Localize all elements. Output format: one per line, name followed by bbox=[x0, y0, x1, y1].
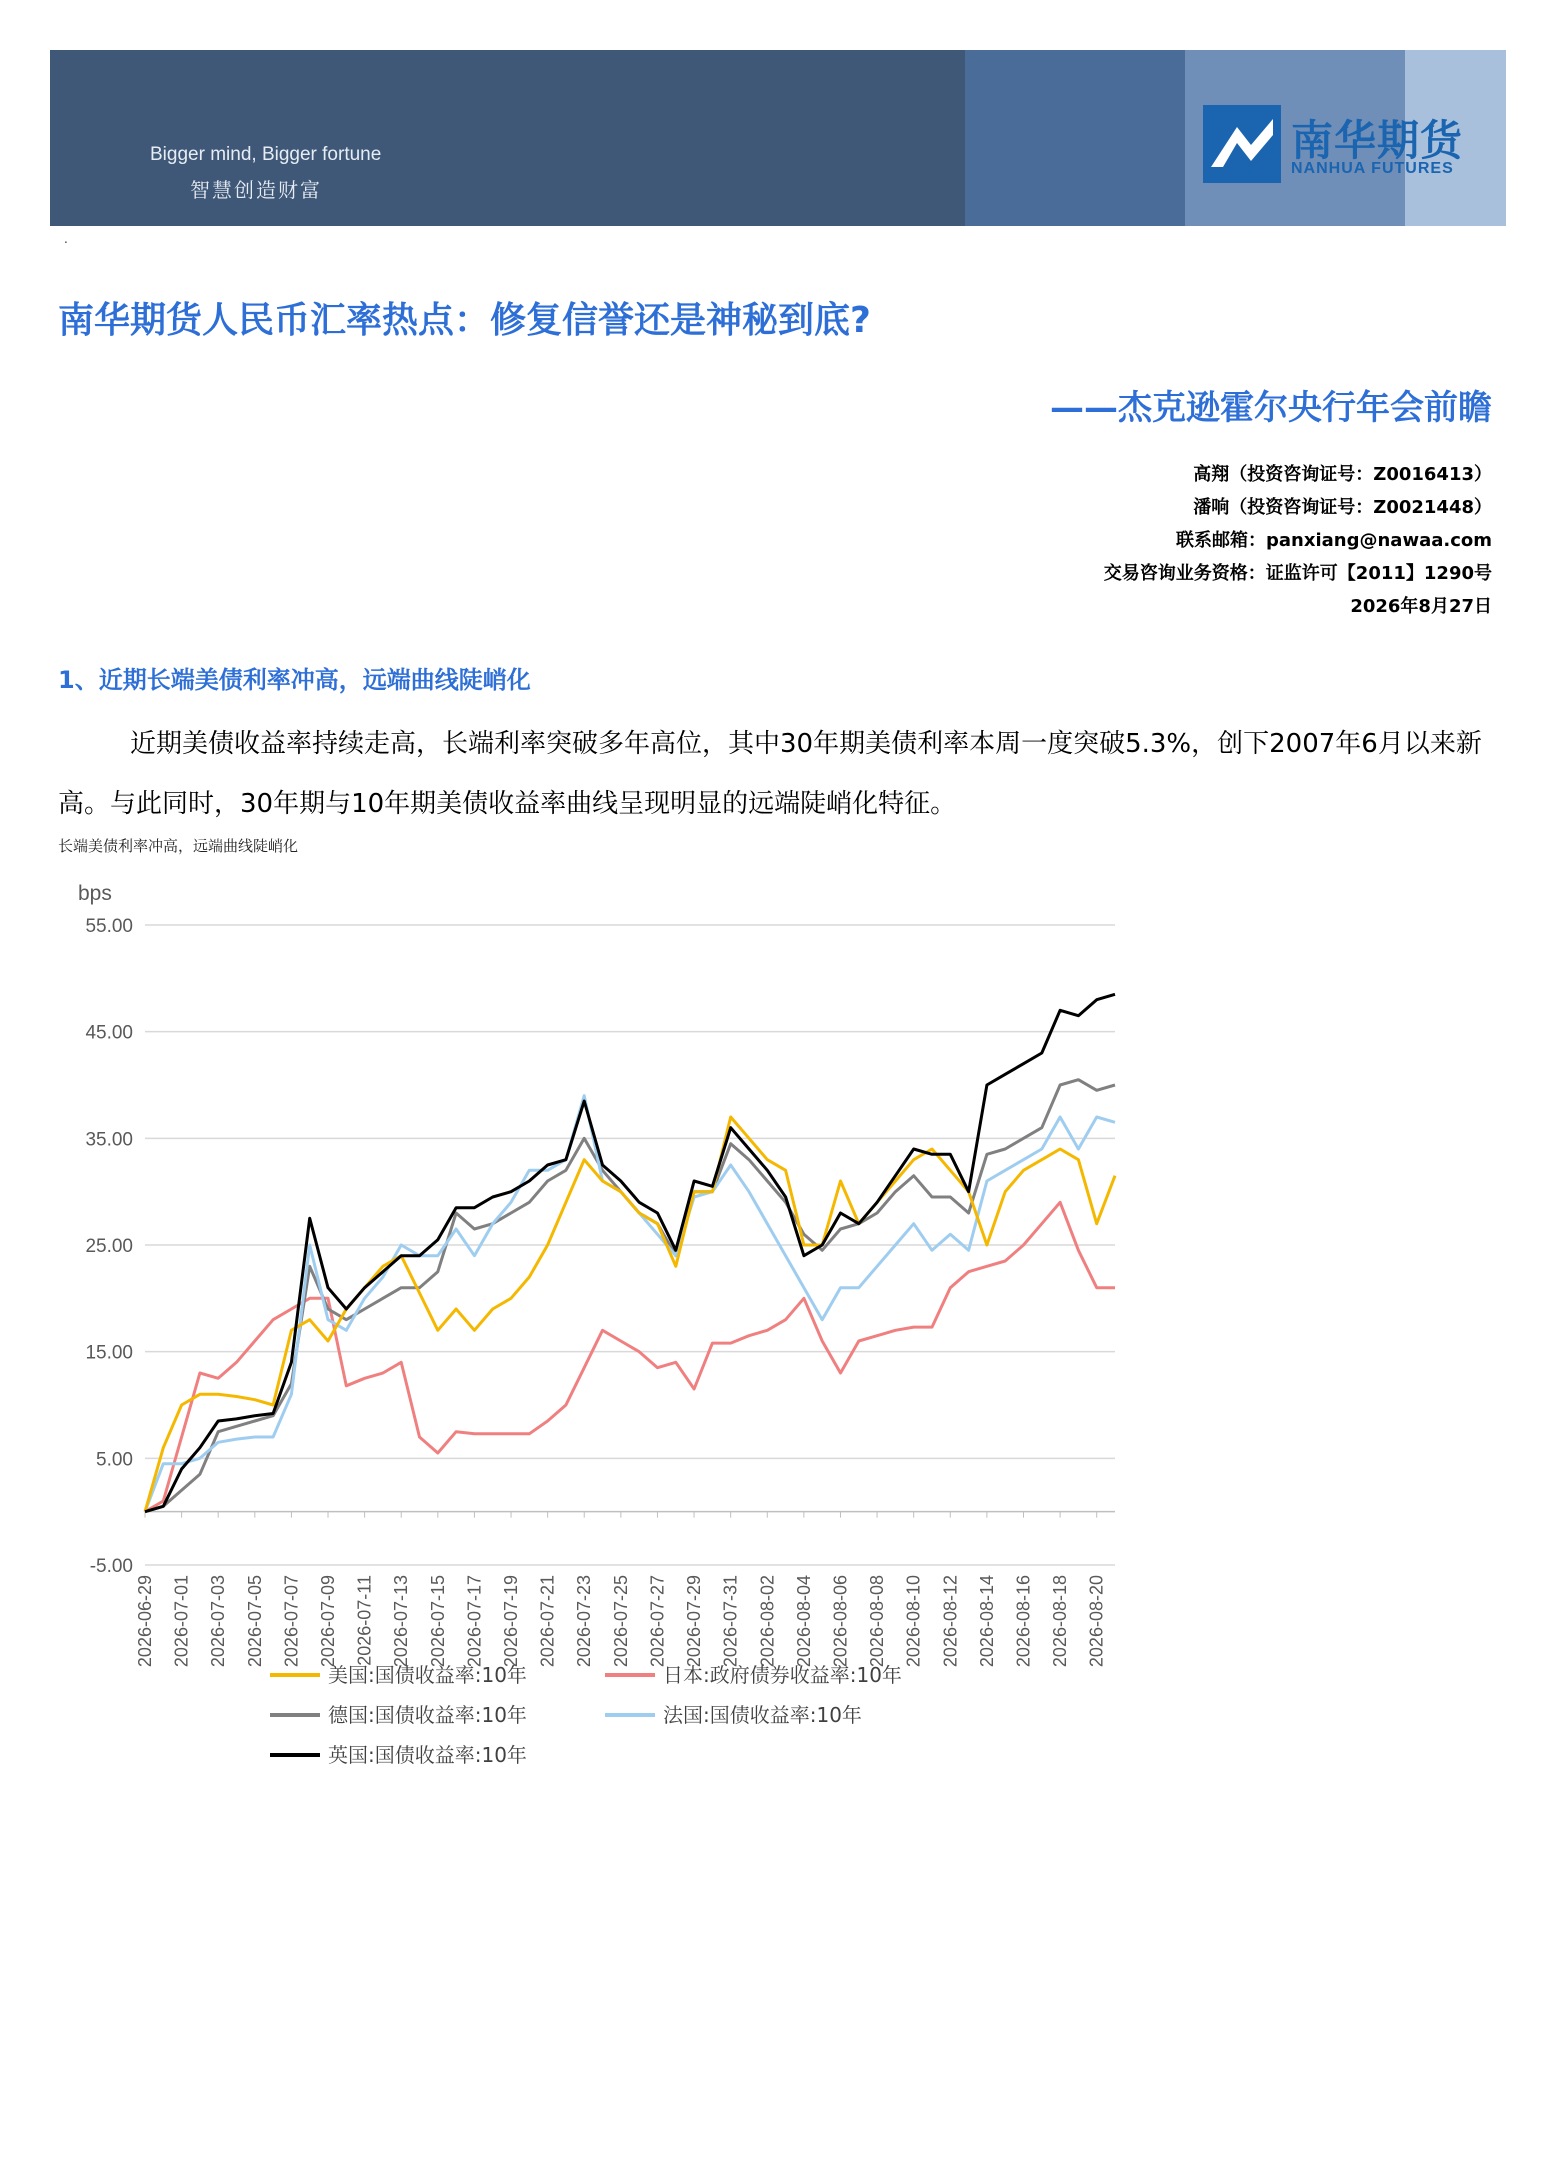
legend-label: 日本:政府债券收益率:10年 bbox=[663, 1663, 902, 1687]
x-tick-label: 2026-07-23 bbox=[574, 1575, 595, 1668]
x-tick-label: 2026-08-20 bbox=[1086, 1575, 1107, 1668]
section-heading: 1、近期长端美债利率冲高，远端曲线陡峭化 bbox=[58, 666, 531, 694]
x-tick-label: 2026-08-10 bbox=[903, 1575, 924, 1668]
contact-email: 联系邮箱：panxiang@nawaa.com bbox=[1176, 530, 1492, 551]
series-line bbox=[145, 1117, 1115, 1512]
header-banner bbox=[50, 50, 1506, 226]
slogan-english: Bigger mind, Bigger fortune bbox=[150, 144, 382, 165]
x-tick-label: 2026-07-01 bbox=[171, 1575, 192, 1668]
y-tick-label: 15.00 bbox=[85, 1342, 133, 1364]
legend-label: 美国:国债收益率:10年 bbox=[328, 1663, 527, 1687]
stray-dot: . bbox=[64, 232, 68, 246]
x-tick-label: 2026-07-13 bbox=[391, 1575, 412, 1668]
nanhua-logo-icon bbox=[1203, 105, 1281, 183]
logo-text-english: NANHUA FUTURES bbox=[1291, 160, 1454, 177]
x-tick-label: 2026-07-27 bbox=[647, 1575, 668, 1668]
author-pan: 潘响（投资咨询证号：Z0021448） bbox=[1193, 497, 1492, 518]
banner-band-dark bbox=[50, 50, 965, 226]
x-tick-label: 2026-07-21 bbox=[537, 1575, 558, 1668]
x-tick-label: 2026-07-19 bbox=[501, 1575, 522, 1668]
logo-text-chinese: 南华期货 bbox=[1291, 116, 1464, 165]
series-line bbox=[145, 1096, 1115, 1512]
y-tick-label: 25.00 bbox=[85, 1236, 133, 1257]
license-info: 交易咨询业务资格：证监许可【2011】1290号 bbox=[1103, 563, 1492, 584]
report-subtitle: ——杰克逊霍尔央行年会前瞻 bbox=[1050, 388, 1492, 428]
x-tick-label: 2026-08-04 bbox=[793, 1575, 814, 1668]
x-tick-label: 2026-08-12 bbox=[940, 1575, 961, 1668]
x-tick-label: 2026-07-29 bbox=[684, 1575, 705, 1668]
x-tick-label: 2026-08-16 bbox=[1013, 1575, 1034, 1668]
x-tick-label: 2026-07-05 bbox=[244, 1575, 265, 1668]
series-line bbox=[145, 994, 1115, 1511]
banner-band-mid bbox=[965, 50, 1185, 226]
x-tick-label: 2026-08-18 bbox=[1050, 1575, 1071, 1668]
author-gao: 高翔（投资咨询证号：Z0016413） bbox=[1193, 464, 1492, 485]
report-title: 南华期货人民币汇率热点：修复信誉还是神秘到底? bbox=[58, 300, 871, 341]
x-tick-label: 2026-07-17 bbox=[464, 1575, 485, 1668]
y-tick-label: 55.00 bbox=[85, 916, 133, 937]
x-tick-label: 2026-08-02 bbox=[757, 1575, 778, 1668]
x-tick-label: 2026-07-25 bbox=[610, 1575, 631, 1668]
series-line bbox=[145, 1080, 1115, 1512]
slogan-chinese: 智慧创造财富 bbox=[190, 178, 322, 202]
x-tick-label: 2026-07-09 bbox=[318, 1575, 339, 1668]
report-date: 2026年8月27日 bbox=[1350, 596, 1492, 617]
y-tick-label: 45.00 bbox=[85, 1022, 133, 1044]
y-axis-label: bps bbox=[78, 882, 112, 905]
legend-label: 德国:国债收益率:10年 bbox=[328, 1703, 527, 1727]
x-tick-label: 2026-08-08 bbox=[867, 1575, 888, 1668]
y-tick-label: -5.00 bbox=[89, 1556, 133, 1577]
x-tick-label: 2026-07-07 bbox=[281, 1575, 302, 1668]
x-tick-label: 2026-07-03 bbox=[208, 1575, 229, 1668]
author-info bbox=[1104, 458, 1492, 623]
x-tick-label: 2026-08-06 bbox=[830, 1575, 851, 1668]
chart-caption: 长端美债利率冲高，远端曲线陡峭化 bbox=[58, 837, 299, 855]
y-tick-label: 35.00 bbox=[85, 1129, 133, 1151]
x-tick-label: 2026-07-15 bbox=[427, 1575, 448, 1668]
yield-line-chart bbox=[50, 870, 1130, 1810]
x-tick-label: 2026-07-31 bbox=[720, 1575, 741, 1668]
x-tick-label: 2026-06-29 bbox=[135, 1575, 155, 1668]
x-tick-label: 2026-08-14 bbox=[976, 1575, 997, 1668]
legend-label: 法国:国债收益率:10年 bbox=[663, 1703, 862, 1727]
y-tick-label: 5.00 bbox=[96, 1449, 133, 1471]
x-tick-label: 2026-07-11 bbox=[354, 1575, 375, 1666]
legend-label: 英国:国债收益率:10年 bbox=[328, 1743, 527, 1767]
section-paragraph: 近期美债收益率持续走高，长端利率突破多年高位，其中30年期美债利率本周一度突破5.3%，创下2007年6月以来新高。与此同时，30年期与10年期美债收益率曲线呈现明显的远端陡峭化特征。 bbox=[58, 729, 1482, 819]
company-logo bbox=[1185, 50, 1505, 226]
